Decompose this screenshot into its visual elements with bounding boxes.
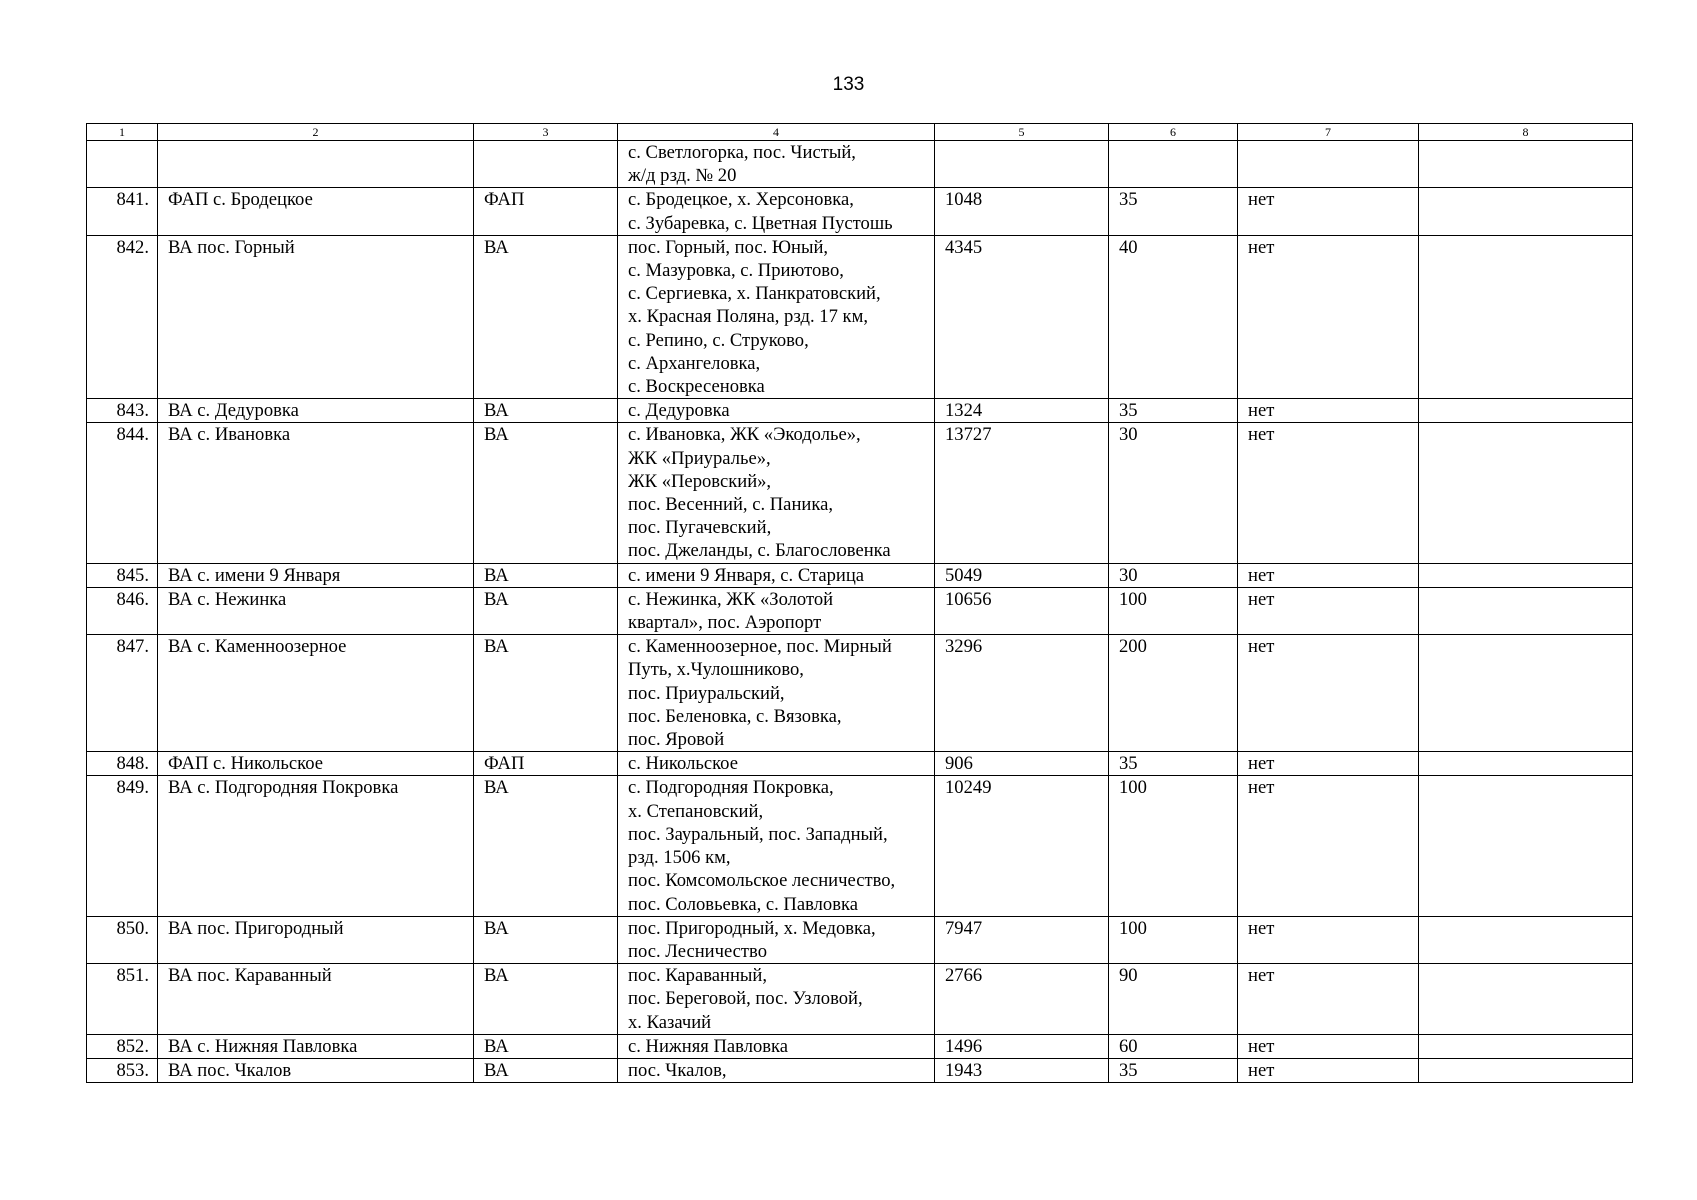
settlement-line: пос. Чкалов, (628, 1059, 727, 1081)
settlements-list (618, 563, 935, 587)
table-row (87, 635, 1633, 752)
note-value (1419, 1058, 1633, 1082)
row-number: 848. (87, 752, 158, 776)
flag-value: нет (1238, 635, 1419, 752)
flag-value (1238, 141, 1419, 188)
settlement-line: пос. Пугачевский, (628, 517, 772, 539)
population-value: 1496 (935, 1034, 1109, 1058)
settlements-list (618, 1058, 935, 1082)
note-value (1419, 563, 1633, 587)
facility-name: ВА пос. Горный (158, 235, 474, 398)
note-value (1419, 188, 1633, 235)
settlement-line: с. имени 9 Января, с. Старица (628, 564, 865, 586)
row-number: 847. (87, 635, 158, 752)
facility-name: ВА с. Нижняя Павловка (158, 1034, 474, 1058)
flag-value: нет (1238, 188, 1419, 235)
distance-value: 30 (1109, 563, 1238, 587)
column-header: 7 (1238, 124, 1419, 141)
settlements-list (618, 399, 935, 423)
facility-name: ВА с. Подгородняя Покровка (158, 776, 474, 916)
column-header: 1 (87, 124, 158, 141)
settlement-line: пос. Беленовка, с. Вязовка, (628, 705, 842, 727)
table-row (87, 188, 1633, 235)
settlement-line: х. Степановский, (628, 800, 764, 822)
note-value (1419, 399, 1633, 423)
row-number: 844. (87, 423, 158, 563)
table-row (87, 563, 1633, 587)
settlement-line: с. Нижняя Павловка (628, 1035, 789, 1057)
note-value (1419, 423, 1633, 563)
facility-name: ФАП с. Бродецкое (158, 188, 474, 235)
table-row (87, 423, 1633, 563)
row-number: 852. (87, 1034, 158, 1058)
settlements-list (618, 1034, 935, 1058)
population-value (935, 141, 1109, 188)
settlement-line: с. Подгородняя Покровка, (628, 777, 834, 799)
row-number (87, 141, 158, 188)
facility-type: ФАП (474, 188, 618, 235)
facility-type: ВА (474, 563, 618, 587)
settlements-list (618, 235, 935, 398)
settlement-line: пос. Яровой (628, 729, 725, 751)
table-row (87, 776, 1633, 916)
settlement-line: с. Ивановка, ЖК «Экодолье», (628, 424, 861, 446)
settlement-line: с. Зубаревка, с. Цветная Пустошь (628, 212, 893, 234)
table-row (87, 1058, 1633, 1082)
population-value: 1048 (935, 188, 1109, 235)
settlement-line: пос. Соловьевка, с. Павловка (628, 893, 859, 915)
facility-name: ВА пос. Караванный (158, 964, 474, 1035)
note-value (1419, 587, 1633, 634)
table-row (87, 964, 1633, 1035)
population-value: 4345 (935, 235, 1109, 398)
flag-value: нет (1238, 964, 1419, 1035)
row-number: 850. (87, 916, 158, 963)
table-row (87, 399, 1633, 423)
settlements-list (618, 964, 935, 1035)
table-body (87, 141, 1633, 1083)
settlement-line: с. Воскресеновка (628, 376, 765, 398)
note-value (1419, 141, 1633, 188)
note-value (1419, 1034, 1633, 1058)
settlement-line: пос. Комсомольское лесничество, (628, 870, 896, 892)
distance-value: 35 (1109, 399, 1238, 423)
facility-type: ВА (474, 587, 618, 634)
distance-value: 100 (1109, 916, 1238, 963)
distance-value: 200 (1109, 635, 1238, 752)
settlement-line: пос. Береговой, пос. Узловой, (628, 988, 863, 1010)
facility-name: ВА с. Нежинка (158, 587, 474, 634)
population-value: 10656 (935, 587, 1109, 634)
flag-value: нет (1238, 776, 1419, 916)
settlement-line: пос. Лесничество (628, 940, 768, 962)
settlement-line: рзд. 1506 км, (628, 847, 731, 869)
population-value: 2766 (935, 964, 1109, 1035)
settlement-line: пос. Пригородный, х. Медовка, (628, 917, 876, 939)
table-row (87, 916, 1633, 963)
settlement-line: с. Архангеловка, (628, 352, 761, 374)
table-row (87, 587, 1633, 634)
facility-type: ВА (474, 423, 618, 563)
column-header: 2 (158, 124, 474, 141)
settlement-line: с. Репино, с. Струково, (628, 329, 809, 351)
settlements-list (618, 423, 935, 563)
facility-type: ВА (474, 1034, 618, 1058)
settlement-line: пос. Весенний, с. Паника, (628, 494, 833, 516)
column-header: 5 (935, 124, 1109, 141)
settlements-list (618, 752, 935, 776)
facility-type: ВА (474, 635, 618, 752)
settlement-line: с. Сергиевка, х. Панкратовский, (628, 283, 881, 305)
population-value: 1943 (935, 1058, 1109, 1082)
facility-name: ВА пос. Чкалов (158, 1058, 474, 1082)
settlements-list (618, 141, 935, 188)
distance-value: 35 (1109, 188, 1238, 235)
facility-type: ВА (474, 1058, 618, 1082)
settlement-line: квартал», пос. Аэропорт (628, 612, 822, 634)
note-value (1419, 235, 1633, 398)
settlement-line: с. Дедуровка (628, 400, 730, 422)
facility-type: ВА (474, 964, 618, 1035)
facility-name: ВА с. Дедуровка (158, 399, 474, 423)
settlements-list (618, 188, 935, 235)
settlement-line: пос. Зауральный, пос. Западный, (628, 823, 888, 845)
population-value: 7947 (935, 916, 1109, 963)
population-value: 5049 (935, 563, 1109, 587)
population-value: 10249 (935, 776, 1109, 916)
flag-value: нет (1238, 399, 1419, 423)
table-row (87, 235, 1633, 398)
flag-value: нет (1238, 235, 1419, 398)
table-row (87, 1034, 1633, 1058)
row-number: 846. (87, 587, 158, 634)
settlement-line: пос. Горный, пос. Юный, (628, 236, 829, 258)
note-value (1419, 916, 1633, 963)
facility-type: ВА (474, 235, 618, 398)
settlements-list (618, 587, 935, 634)
flag-value: нет (1238, 752, 1419, 776)
column-header: 8 (1419, 124, 1633, 141)
settlements-list (618, 776, 935, 916)
facility-type: ВА (474, 776, 618, 916)
settlement-line: с. Бродецкое, х. Херсоновка, (628, 189, 854, 211)
facility-type: ВА (474, 399, 618, 423)
distance-value: 40 (1109, 235, 1238, 398)
population-value: 906 (935, 752, 1109, 776)
column-header: 6 (1109, 124, 1238, 141)
settlement-line: Путь, х.Чулошниково, (628, 659, 804, 681)
note-value (1419, 776, 1633, 916)
settlements-list (618, 916, 935, 963)
settlement-line: с. Нежинка, ЖК «Золотой (628, 588, 834, 610)
flag-value: нет (1238, 423, 1419, 563)
note-value (1419, 752, 1633, 776)
table-row (87, 141, 1633, 188)
row-number: 849. (87, 776, 158, 916)
flag-value: нет (1238, 587, 1419, 634)
column-header: 4 (618, 124, 935, 141)
row-number: 843. (87, 399, 158, 423)
facility-name: ВА с. Каменноозерное (158, 635, 474, 752)
settlement-line: с. Светлогорка, пос. Чистый, (628, 142, 856, 163)
distance-value: 60 (1109, 1034, 1238, 1058)
distance-value: 100 (1109, 776, 1238, 916)
column-header: 3 (474, 124, 618, 141)
distance-value: 35 (1109, 1058, 1238, 1082)
table-row (87, 752, 1633, 776)
row-number: 842. (87, 235, 158, 398)
distance-value: 30 (1109, 423, 1238, 563)
row-number: 841. (87, 188, 158, 235)
facility-name: ФАП с. Никольское (158, 752, 474, 776)
flag-value: нет (1238, 563, 1419, 587)
settlement-line: пос. Караванный, (628, 965, 767, 987)
flag-value: нет (1238, 1034, 1419, 1058)
settlement-line: пос. Приуральский, (628, 682, 785, 704)
facility-type: ВА (474, 916, 618, 963)
flag-value: нет (1238, 916, 1419, 963)
settlement-line: х. Казачий (628, 1011, 712, 1033)
population-value: 1324 (935, 399, 1109, 423)
settlements-list (618, 635, 935, 752)
row-number: 853. (87, 1058, 158, 1082)
settlement-line: с. Мазуровка, с. Приютово, (628, 260, 844, 282)
distance-value: 35 (1109, 752, 1238, 776)
settlement-line: ЖК «Приуралье», (628, 447, 771, 469)
settlement-line: ЖК «Перовский», (628, 470, 772, 492)
settlement-line: пос. Джеланды, с. Благословенка (628, 540, 891, 562)
flag-value: нет (1238, 1058, 1419, 1082)
settlement-line: ж/д рзд. № 20 (628, 165, 737, 187)
facility-name: ВА с. Ивановка (158, 423, 474, 563)
header-row (87, 124, 1633, 141)
population-value: 3296 (935, 635, 1109, 752)
distance-value (1109, 141, 1238, 188)
facility-name: ВА пос. Пригородный (158, 916, 474, 963)
note-value (1419, 964, 1633, 1035)
settlement-line: х. Красная Поляна, рзд. 17 км, (628, 306, 868, 328)
population-value: 13727 (935, 423, 1109, 563)
data-table (86, 123, 1633, 1083)
note-value (1419, 635, 1633, 752)
facility-type: ФАП (474, 752, 618, 776)
settlement-line: с. Никольское (628, 753, 738, 775)
row-number: 851. (87, 964, 158, 1035)
distance-value: 100 (1109, 587, 1238, 634)
distance-value: 90 (1109, 964, 1238, 1035)
row-number: 845. (87, 563, 158, 587)
page-number: 133 (832, 74, 865, 95)
facility-name: ВА с. имени 9 Января (158, 563, 474, 587)
settlement-line: с. Каменноозерное, пос. Мирный (628, 636, 892, 658)
facility-type (474, 141, 618, 188)
facility-name (158, 141, 474, 188)
